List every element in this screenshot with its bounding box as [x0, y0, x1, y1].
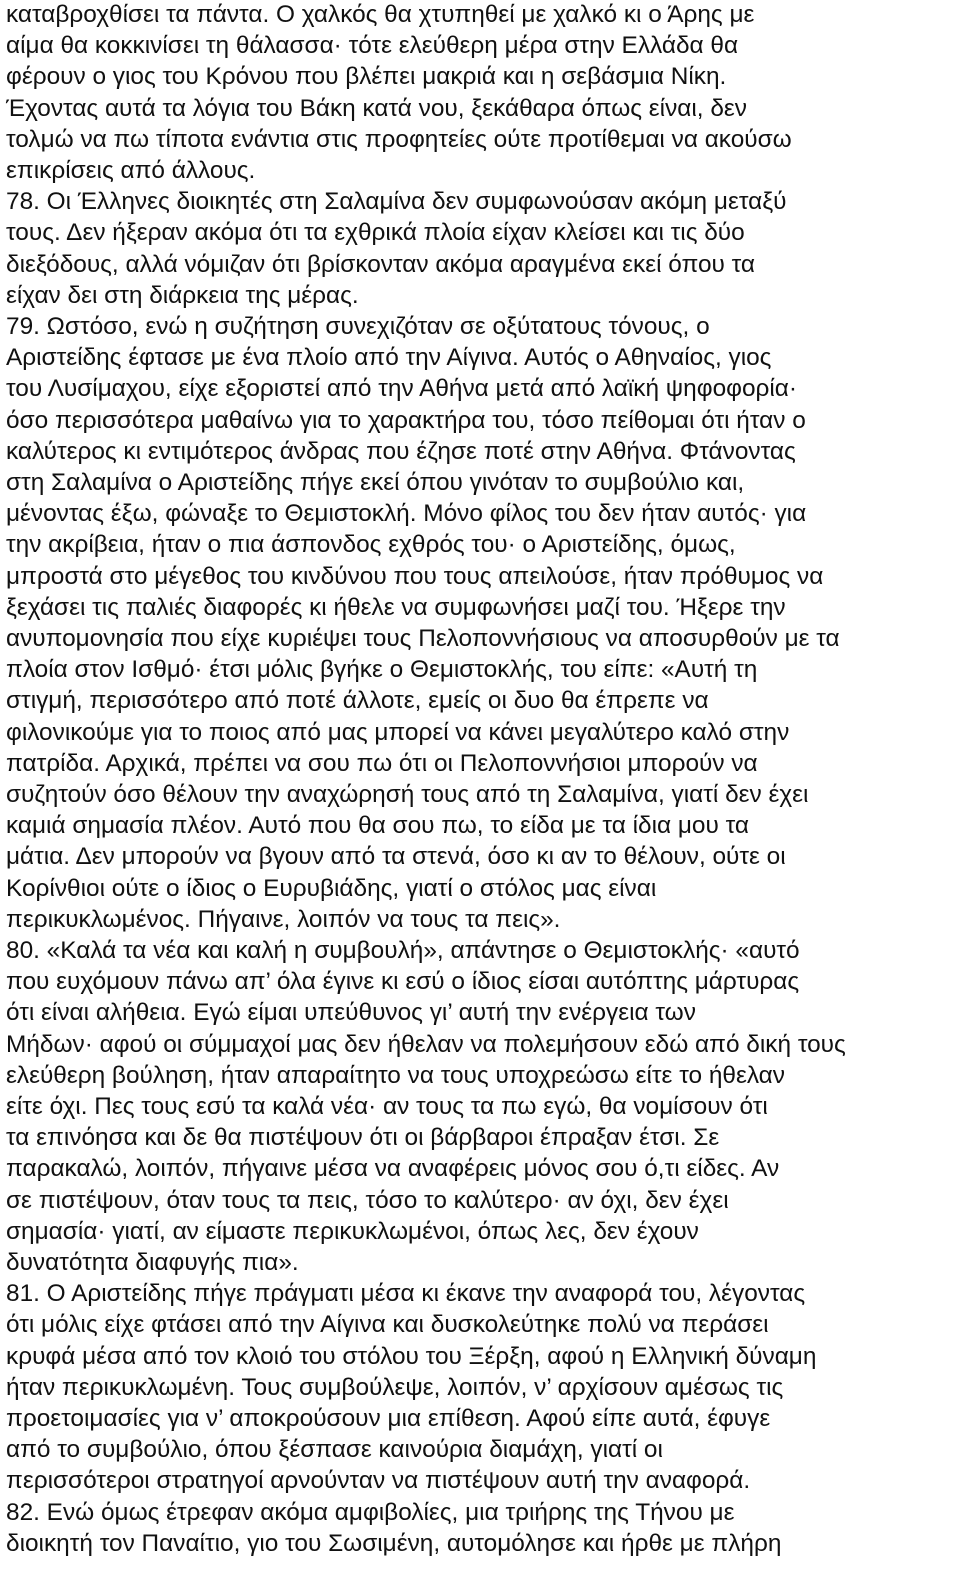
text-line: 81. Ο Αριστείδης πήγε πράγματι μέσα κι έκανε την αναφορά του, λέγοντας [6, 1280, 806, 1308]
text-line: ελεύθερη βούληση, ήταν απαραίτητο να τους υποχρεώσω είτε το ήθελαν [6, 1061, 785, 1089]
text-line: είχαν δει στη διάρκεια της μέρας. [6, 281, 359, 309]
text-line: μάτια. Δεν μπορούν να βγουν από τα στενά, όσο κι αν το θέλουν, ούτε οι [6, 843, 786, 871]
text-line: του Λυσίμαχου, είχε εξοριστεί από την Αθήνα μετά από λαϊκή ψηφοφορία· [6, 375, 798, 403]
text-line: πλοία στον Ισθμό· έτσι μόλις βγήκε ο Θεμιστοκλής, του είπε: «Αυτή τη [6, 656, 758, 684]
text-line: διεξόδους, αλλά νόμιζαν ότι βρίσκονταν ακόμα αραγμένα εκεί όπου τα [6, 250, 756, 278]
text-line: φιλονικούμε για το ποιος από μας μπορεί να κάνει μεγαλύτερο καλό στην [6, 718, 790, 746]
text-line: ότι μόλις είχε φτάσει από την Αίγινα και δυσκολεύτηκε πολύ να περάσει [6, 1311, 769, 1339]
text-line: επικρίσεις από άλλους. [6, 157, 256, 184]
text-line: ότι είναι αλήθεια. Εγώ είμαι υπεύθυνος γι’ αυτή την ενέργεια των [6, 999, 696, 1027]
text-line: σε πιστέψουν, όταν τους τα πεις, τόσο το καλύτερο· αν όχι, δεν έχει [6, 1186, 729, 1214]
text-line: 78. Οι Έλληνες διοικητές στη Σαλαμίνα δεν συμφωνούσαν ακόμη μεταξύ [6, 188, 787, 216]
text-line: Μήδων· αφού οι σύμμαχοί μας δεν ήθελαν να πολεμήσουν εδώ από δική τους [6, 1030, 846, 1058]
text-line: σημασία· γιατί, αν είμαστε περικυκλωμένοι, όπως λες, δεν έχουν [6, 1217, 699, 1245]
text-line: Έχοντας αυτά τα λόγια του Βάκη κατά νου, ξεκάθαρα όπως είναι, δεν [6, 94, 747, 122]
text-line: καλύτερος κι εντιμότερος άνδρας που έζησε ποτέ στην Αθήνα. Φτάνοντας [6, 437, 796, 465]
text-line: μπροστά στο μέγεθος του κινδύνου που τους απειλούσε, ήταν πρόθυμος να [6, 562, 824, 590]
text-line: 79. Ωστόσο, ενώ η συζήτηση συνεχιζόταν σε οξύτατους τόνους, ο [6, 313, 710, 340]
text-line: Κορίνθιοι ούτε ο ίδιος ο Ευρυβιάδης, γιατί ο στόλος μας είναι [6, 874, 657, 902]
text-line: συζητούν όσο θέλουν την αναχώρησή τους από τη Σαλαμίνα, γιατί δεν έχει [6, 781, 809, 808]
text-line: περισσότεροι στρατηγοί αρνούνταν να πιστέψουν αυτή την αναφορά. [6, 1467, 751, 1495]
text-line: τα επινόησα και δε θα πιστέψουν ότι οι βάρβαροι έπραξαν έτσι. Σε [6, 1124, 720, 1152]
text-line: μένοντας έξω, φώναξε το Θεμιστοκλή. Μόνο φίλος του δεν ήταν αυτός· για [6, 500, 807, 528]
text-line: διοικητή τον Παναίτιο, γιο του Σωσιμένη, αυτομόλησε και ήρθε με πλήρη [6, 1529, 782, 1557]
text-line: την ακρίβεια, ήταν ο πια άσπονδος εχθρός του· ο Αριστείδης, όμως, [6, 531, 736, 559]
text-line: Αριστείδης έφτασε με ένα πλοίο από την Αίγινα. Αυτός ο Αθηναίος, γιος [6, 344, 772, 372]
text-line: αίμα θα κοκκινίσει τη θάλασσα· τότε ελεύθερη μέρα στην Ελλάδα θα [6, 32, 739, 60]
text-line: 80. «Καλά τα νέα και καλή η συμβουλή», απάντησε ο Θεμιστοκλής· «αυτό [6, 937, 800, 964]
text-line: τους. Δεν ήξεραν ακόμα ότι τα εχθρικά πλοία είχαν κλείσει και τις δύο [6, 219, 745, 247]
text-line: φέρουν ο γιος του Κρόνου που βλέπει μακριά και η σεβάσμια Νίκη. [6, 63, 727, 91]
text-line: καταβροχθίσει τα πάντα. Ο χαλκός θα χτυπηθεί με χαλκό κι ο Άρης με [6, 1, 755, 28]
text-line: στη Σαλαμίνα ο Αριστείδης πήγε εκεί όπου γινόταν το συμβούλιο και, [6, 469, 745, 496]
text-line: πατρίδα. Αρχικά, πρέπει να σου πω ότι οι Πελοποννήσιοι μπορούν να [6, 749, 758, 777]
text-line: 82. Ενώ όμως έτρεφαν ακόμα αμφιβολίες, μια τριήρης της Τήνου με [6, 1498, 735, 1526]
text-line: στιγμή, περισσότερο από ποτέ άλλοτε, εμείς οι δυο θα έπρεπε να [6, 687, 709, 715]
text-line: προετοιμασίες για ν’ αποκρούσουν μια επίθεση. Αφού είπε αυτά, έφυγε [6, 1405, 771, 1432]
text-line: ανυπομονησία που είχε κυριέψει τους Πελοποννήσιους να αποσυρθούν με τα [6, 625, 840, 652]
text-line: ήταν περικυκλωμένη. Τους συμβούλεψε, λοιπόν, ν’ αρχίσουν αμέσως τις [6, 1373, 784, 1401]
text-line: τολμώ να πω τίποτα ενάντια στις προφητείες ούτε προτίθεμαι να ακούσω [6, 125, 792, 153]
text-line: καμιά σημασία πλέον. Αυτό που θα σου πω, το είδα με τα ίδια μου τα [6, 812, 749, 840]
text-line: είτε όχι. Πες τους εσύ τα καλά νέα· αν τους τα πω εγώ, θα νομίσουν ότι [6, 1093, 768, 1120]
text-line: περικυκλωμένος. Πήγαινε, λοιπόν να τους τα πεις». [6, 905, 561, 933]
text-line: όσο περισσότερα μαθαίνω για το χαρακτήρα του, τόσο πείθομαι ότι ήταν ο [6, 406, 806, 434]
text-line: από το συμβούλιο, όπου ξέσπασε καινούρια διαμάχη, γιατί οι [6, 1436, 663, 1464]
text-line: κρυφά μέσα από τον κλοιό του στόλου του Ξέρξη, αφού η Ελληνική δύναμη [6, 1342, 817, 1370]
text-line: παρακαλώ, λοιπόν, πήγαινε μέσα να αναφέρεις μόνος σου ό,τι είδες. Αν [6, 1155, 780, 1183]
text-line: δυνατότητα διαφυγής πια». [6, 1249, 299, 1276]
text-line: ξεχάσει τις παλιές διαφορές κι ήθελε να συμφωνήσει μαζί του. Ήξερε την [6, 593, 786, 621]
text-line: που ευχόμουν πάνω απ’ όλα έγινε κι εσύ ο ίδιος είσαι αυτόπτης μάρτυρας [6, 968, 800, 996]
